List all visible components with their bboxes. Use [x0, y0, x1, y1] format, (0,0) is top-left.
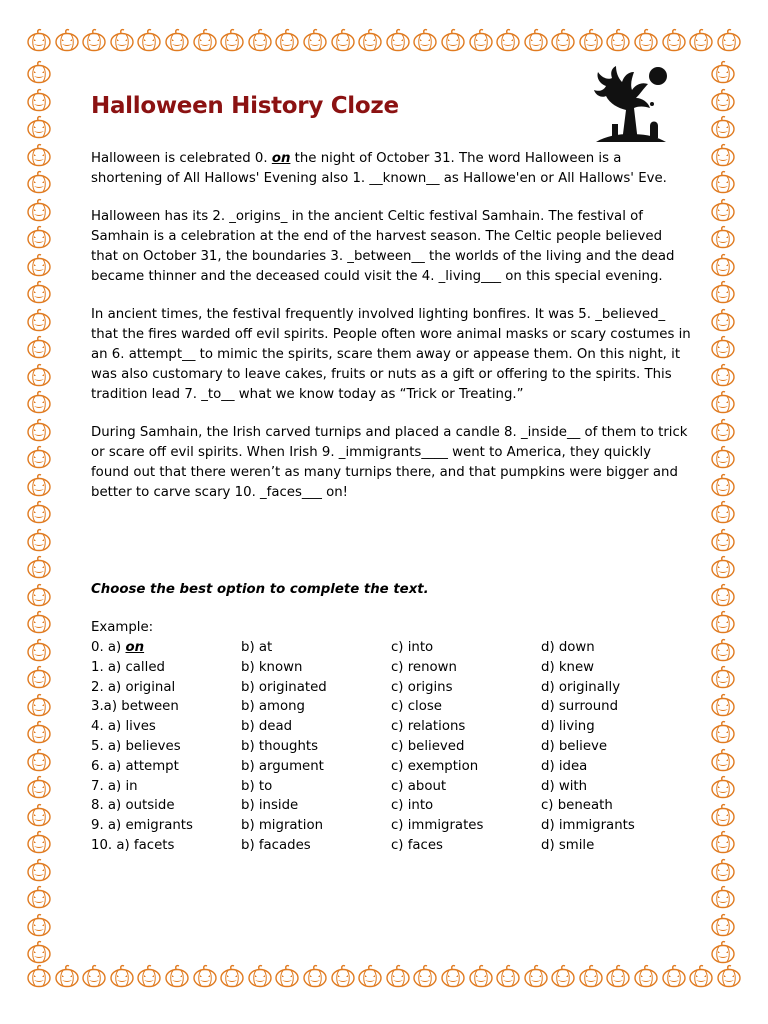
pumpkin-icon [26, 280, 52, 304]
pumpkin-icon [26, 583, 52, 607]
pumpkin-icon [710, 665, 736, 689]
pumpkin-icon [710, 115, 736, 139]
pumpkin-icon [109, 964, 135, 988]
pumpkin-icon [710, 638, 736, 662]
pumpkin-border-bottom [26, 964, 742, 996]
pumpkin-icon [26, 555, 52, 579]
paragraph-3: In ancient times, the festival frequently involved lighting bonfires. It was 5. _believed_ that the fires warded off evil spirits. People often wore animal masks or scary costumes in an 6. attempt__ to mimic the spirits, scare them away or appease them. On this night, it was also customary to leave cakes, fruits or nuts as a gift or offering to the spirits. This tradition lead 7. _to__ what we know today as “Trick or Treating.” [91, 307, 691, 402]
pumpkin-icon [710, 225, 736, 249]
pumpkin-icon [26, 964, 52, 988]
pumpkin-icon [26, 363, 52, 387]
pumpkin-icon [710, 775, 736, 799]
pumpkin-icon [357, 28, 383, 52]
pumpkin-icon [26, 610, 52, 634]
pumpkin-icon [164, 28, 190, 52]
pumpkin-icon [247, 28, 273, 52]
pumpkin-icon [633, 28, 659, 52]
pumpkin-icon [219, 964, 245, 988]
pumpkin-icon [710, 170, 736, 194]
pumpkin-icon [412, 28, 438, 52]
pumpkin-icon [26, 115, 52, 139]
pumpkin-icon [302, 28, 328, 52]
pumpkin-icon [710, 363, 736, 387]
pumpkin-icon [54, 28, 80, 52]
pumpkin-icon [412, 964, 438, 988]
pumpkin-icon [468, 28, 494, 52]
instruction-text: Choose the best option to complete the text. [91, 582, 429, 597]
pumpkin-icon [54, 964, 80, 988]
pumpkin-icon [716, 28, 742, 52]
option-row: 9. a) emigrants b) migration c) immigrates d) immigrants [91, 818, 635, 834]
pumpkin-icon [192, 28, 218, 52]
option-row: 5. a) believes b) thoughts c) believed d) believe [91, 738, 608, 754]
pumpkin-icon [710, 253, 736, 277]
pumpkin-icon [710, 280, 736, 304]
pumpkin-icon [385, 964, 411, 988]
pumpkin-icon [26, 803, 52, 827]
pumpkin-icon [357, 964, 383, 988]
pumpkin-icon [710, 335, 736, 359]
pumpkin-icon [550, 28, 576, 52]
pumpkin-icon [26, 940, 52, 964]
pumpkin-icon [26, 225, 52, 249]
pumpkin-icon [661, 28, 687, 52]
pumpkin-border-top [26, 28, 742, 60]
pumpkin-icon [710, 913, 736, 937]
pumpkin-icon [26, 720, 52, 744]
pumpkin-icon [710, 748, 736, 772]
pumpkin-icon [26, 390, 52, 414]
pumpkin-icon [26, 335, 52, 359]
pumpkin-icon [26, 308, 52, 332]
pumpkin-icon [26, 885, 52, 909]
pumpkin-icon [26, 528, 52, 552]
page-title: Halloween History Cloze [91, 93, 399, 119]
pumpkin-icon [26, 638, 52, 662]
option-row: 7. a) in b) to c) about d) with [91, 778, 588, 794]
pumpkin-icon [605, 964, 631, 988]
option-row: 10. a) facets b) facades c) faces d) smile [91, 837, 595, 853]
pumpkin-icon [26, 748, 52, 772]
pumpkin-icon [710, 803, 736, 827]
pumpkin-icon [26, 170, 52, 194]
pumpkin-icon [219, 28, 245, 52]
pumpkin-icon [440, 28, 466, 52]
pumpkin-icon [495, 964, 521, 988]
pumpkin-icon [523, 964, 549, 988]
haunted-tree-icon [588, 64, 670, 144]
pumpkin-icon [247, 964, 273, 988]
pumpkin-icon [26, 858, 52, 882]
pumpkin-icon [136, 28, 162, 52]
pumpkin-icon [661, 964, 687, 988]
pumpkin-icon [26, 693, 52, 717]
answer-options [91, 640, 711, 858]
pumpkin-icon [26, 198, 52, 222]
option-row: 4. a) lives b) dead c) relations d) living [91, 719, 595, 735]
pumpkin-icon [164, 964, 190, 988]
option-row: 3.a) between b) among c) close d) surround [91, 699, 619, 715]
pumpkin-icon [710, 390, 736, 414]
paragraph-2: Halloween has its 2. _origins_ in the ancient Celtic festival Samhain. The festival of Samhain is a celebration at the end of the harvest season. The Celtic people believed that on October 31, the boundaries 3. _between__ the worlds of the living and the dead became thinner and the deceased could visit the 4. _living___ on this special evening. [91, 209, 675, 284]
paragraph-1: Halloween is celebrated 0. on the night of October 31. The word Halloween is a shortening of All Hallows' Evening also 1. __known__ as Hallowe'en or All Hallows' Eve. [91, 151, 667, 186]
pumpkin-icon [26, 60, 52, 84]
option-row: 0. a) on b) at c) into d) down [91, 640, 595, 655]
pumpkin-icon [26, 775, 52, 799]
pumpkin-icon [688, 28, 714, 52]
pumpkin-icon [605, 28, 631, 52]
pumpkin-icon [26, 143, 52, 167]
pumpkin-border-right [710, 60, 742, 964]
pumpkin-icon [26, 88, 52, 112]
example-label: Example: [91, 620, 154, 635]
pumpkin-icon [495, 28, 521, 52]
pumpkin-icon [578, 964, 604, 988]
option-row: 2. a) original b) originated c) origins d) originally [91, 679, 621, 695]
pumpkin-icon [26, 253, 52, 277]
pumpkin-icon [136, 964, 162, 988]
pumpkin-icon [716, 964, 742, 988]
pumpkin-icon [633, 964, 659, 988]
pumpkin-icon [26, 665, 52, 689]
option-row: 8. a) outside b) inside c) into c) beneath [91, 798, 613, 814]
pumpkin-icon [710, 473, 736, 497]
pumpkin-icon [274, 28, 300, 52]
pumpkin-icon [468, 964, 494, 988]
pumpkin-icon [440, 964, 466, 988]
cloze-passage [91, 149, 691, 521]
pumpkin-icon [26, 418, 52, 442]
pumpkin-icon [710, 308, 736, 332]
paragraph-4: During Samhain, the Irish carved turnips and placed a candle 8. _inside__ of them to trick or scare off evil spirits. When Irish 9. _immigrants____ went to America, they quickly found out that there weren’t as many turnips there, and that pumpkins were bigger and better to carve scary 10. _faces___ on! [91, 425, 688, 500]
pumpkin-border-left [26, 60, 58, 964]
pumpkin-icon [710, 418, 736, 442]
pumpkin-icon [710, 940, 736, 964]
pumpkin-icon [302, 964, 328, 988]
pumpkin-icon [688, 964, 714, 988]
pumpkin-icon [81, 964, 107, 988]
pumpkin-icon [710, 198, 736, 222]
pumpkin-icon [330, 28, 356, 52]
pumpkin-icon [578, 28, 604, 52]
pumpkin-icon [710, 555, 736, 579]
pumpkin-icon [26, 913, 52, 937]
pumpkin-icon [26, 830, 52, 854]
pumpkin-icon [710, 720, 736, 744]
pumpkin-icon [710, 693, 736, 717]
pumpkin-icon [710, 60, 736, 84]
pumpkin-icon [330, 964, 356, 988]
pumpkin-icon [26, 445, 52, 469]
pumpkin-icon [523, 28, 549, 52]
pumpkin-icon [710, 583, 736, 607]
pumpkin-icon [710, 143, 736, 167]
pumpkin-icon [192, 964, 218, 988]
pumpkin-icon [710, 610, 736, 634]
pumpkin-icon [274, 964, 300, 988]
pumpkin-icon [710, 830, 736, 854]
pumpkin-icon [385, 28, 411, 52]
option-row: 6. a) attempt b) argument c) exemption d) idea [91, 758, 588, 774]
pumpkin-icon [81, 28, 107, 52]
pumpkin-icon [710, 858, 736, 882]
pumpkin-icon [26, 473, 52, 497]
pumpkin-icon [710, 528, 736, 552]
pumpkin-icon [550, 964, 576, 988]
pumpkin-icon [109, 28, 135, 52]
option-row: 1. a) called b) known c) renown d) knew [91, 659, 595, 675]
pumpkin-icon [26, 500, 52, 524]
pumpkin-icon [710, 885, 736, 909]
pumpkin-icon [710, 500, 736, 524]
pumpkin-icon [710, 88, 736, 112]
example-answer: on [271, 151, 291, 166]
pumpkin-icon [26, 28, 52, 52]
pumpkin-icon [710, 445, 736, 469]
